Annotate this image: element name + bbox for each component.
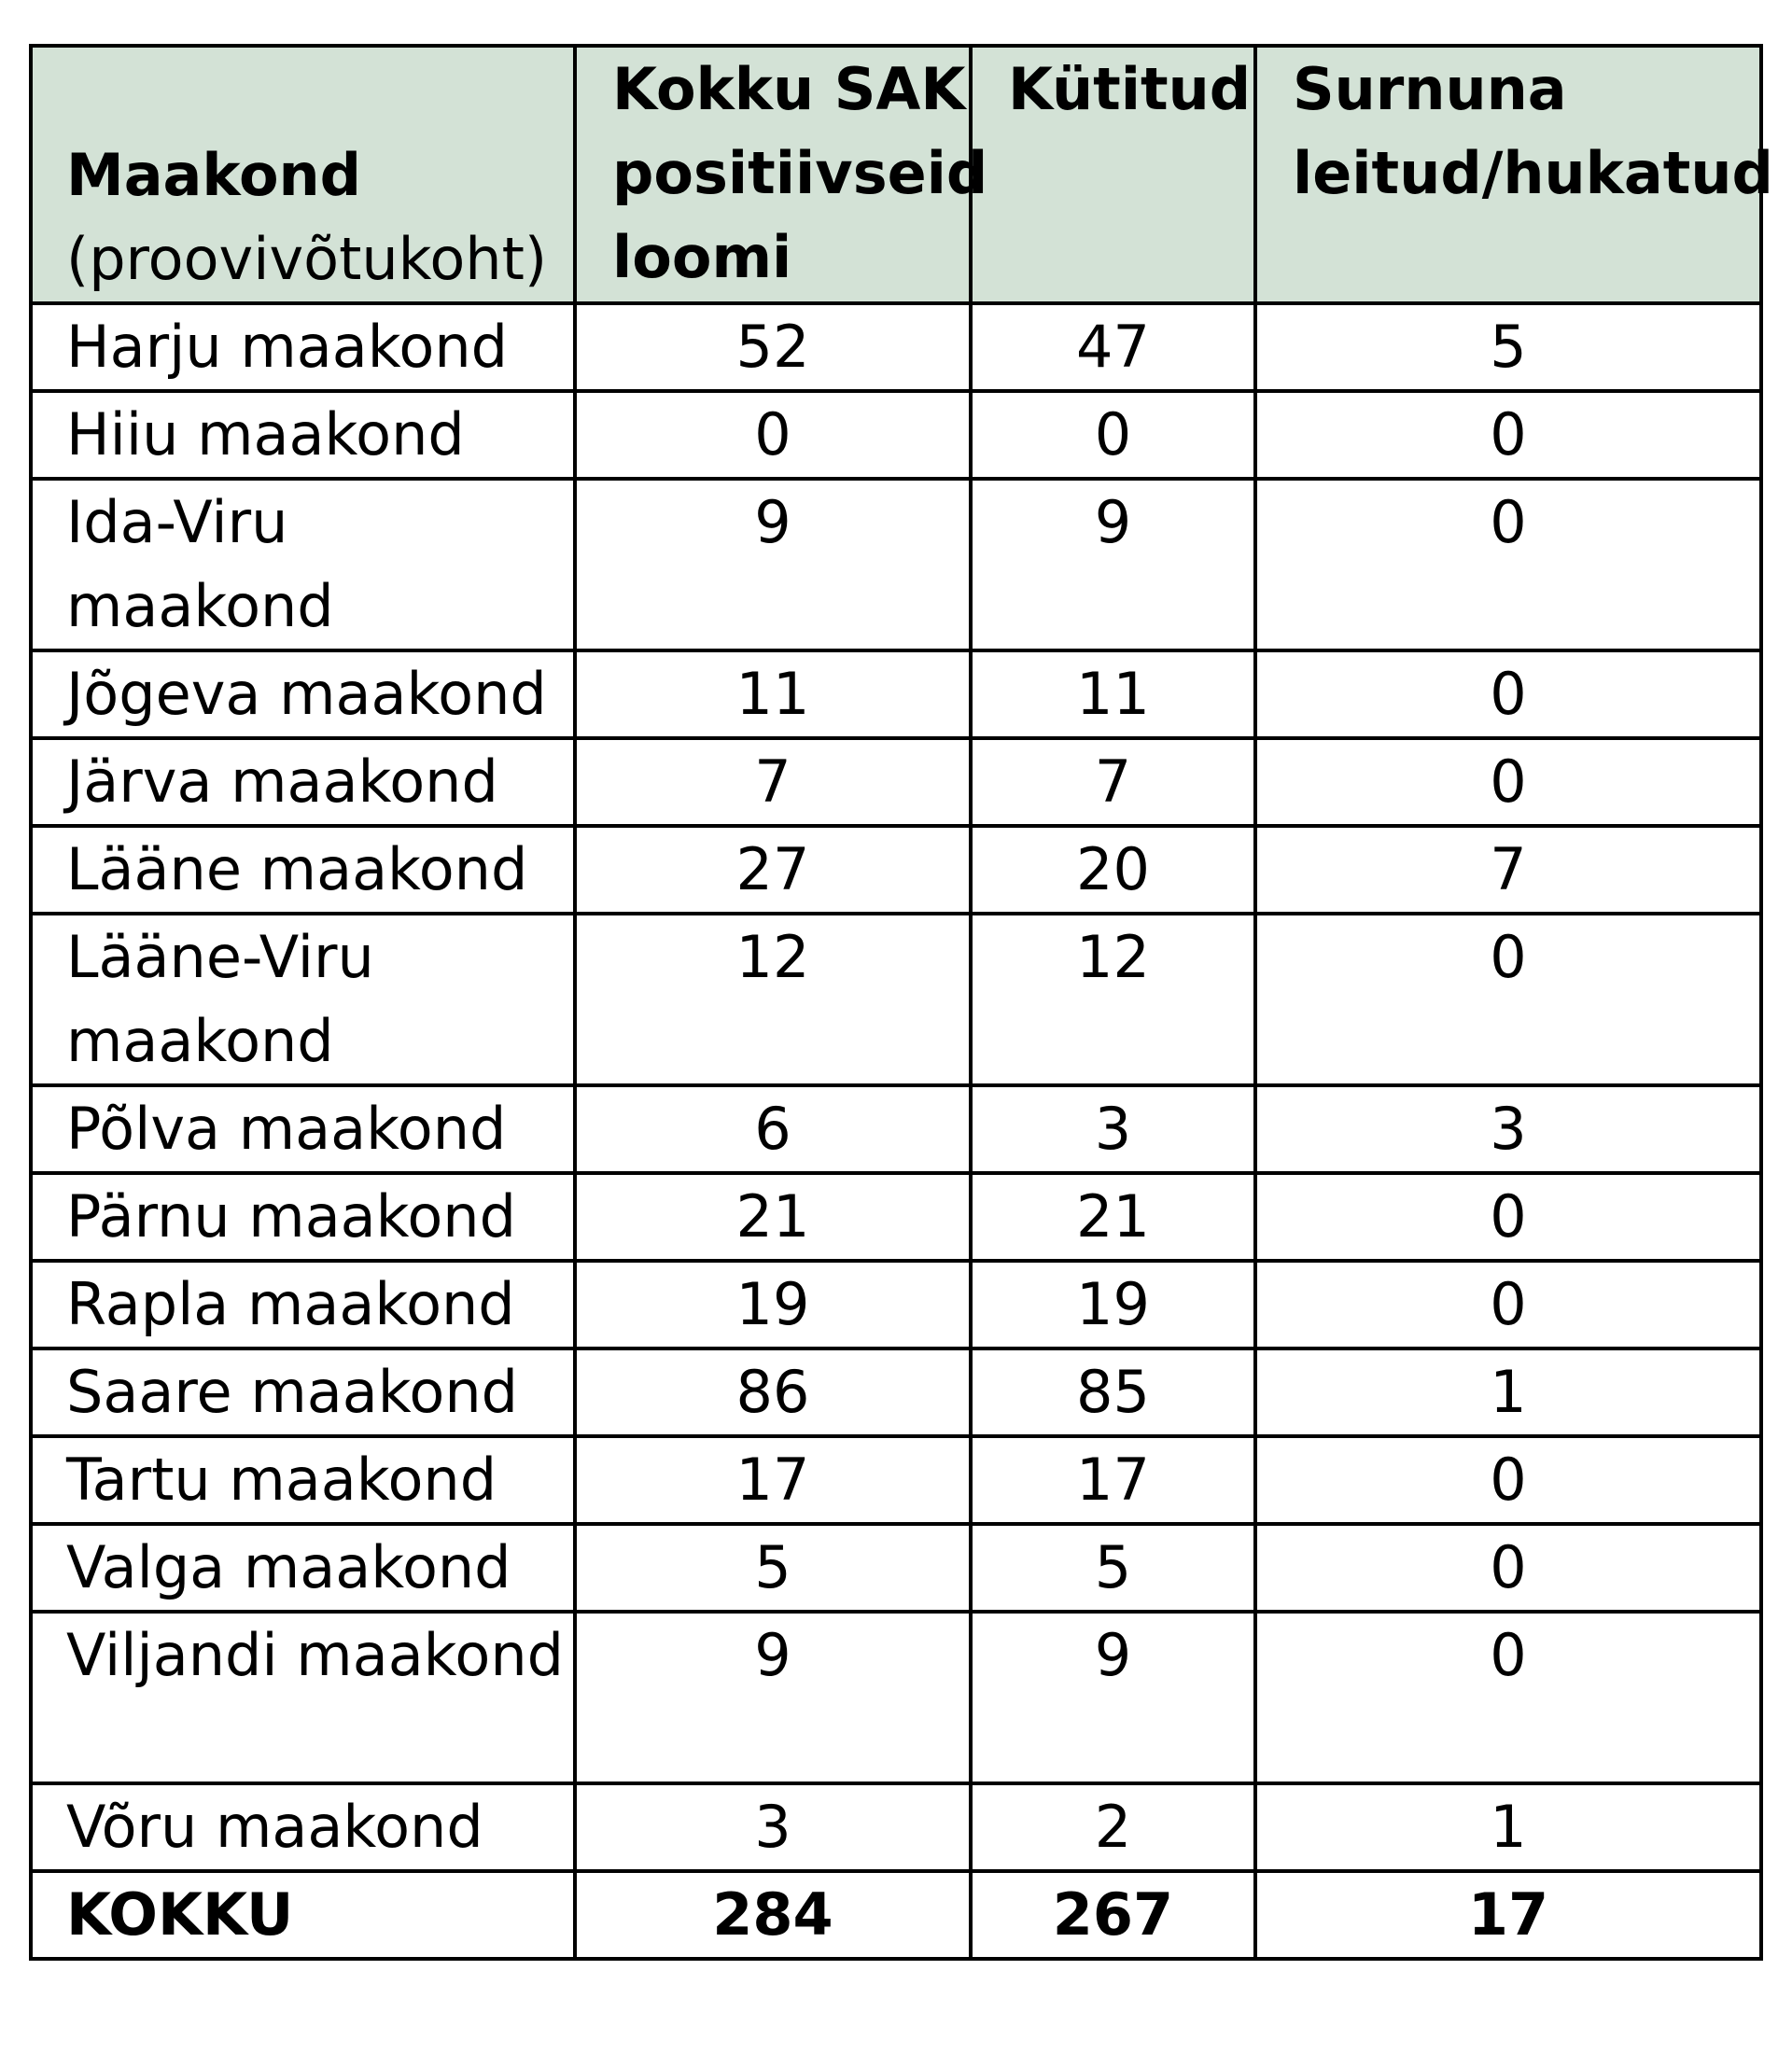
found-dead-cell: 0 [1255,1612,1761,1783]
found-dead-cell: 0 [1255,1436,1761,1524]
total-county-cell: KOKKU [31,1871,575,1959]
county-cell: Rapla maakond [31,1261,575,1348]
hunted-cell: 2 [971,1783,1255,1871]
found-dead-cell: 0 [1255,1524,1761,1612]
header-county-title: Maakond [66,141,362,209]
found-dead-cell: 1 [1255,1348,1761,1436]
hunted-cell: 12 [971,914,1255,1085]
table-row [31,479,1761,650]
table-row [31,1524,1761,1612]
found-dead-cell: 0 [1255,391,1761,479]
table-row [31,391,1761,479]
county-cell: Põlva maakond [31,1085,575,1173]
total-cell: 9 [575,479,971,650]
hunted-cell: 11 [971,650,1255,738]
county-cell: Pärnu maakond [31,1173,575,1261]
total-hunted-cell: 267 [971,1871,1255,1959]
found-dead-cell: 0 [1255,479,1761,650]
total-cell: 9 [575,1612,971,1783]
hunted-cell: 19 [971,1261,1255,1348]
total-cell: 86 [575,1348,971,1436]
found-dead-cell: 3 [1255,1085,1761,1173]
total-cell: 11 [575,650,971,738]
total-cell: 6 [575,1085,971,1173]
total-cell: 0 [575,391,971,479]
table-row [31,914,1761,1085]
total-cell: 3 [575,1783,971,1871]
county-cell: Harju maakond [31,303,575,391]
table-row [31,738,1761,826]
hunted-cell: 9 [971,1612,1255,1783]
total-cell: 19 [575,1261,971,1348]
total-cell: 27 [575,826,971,914]
found-dead-cell: 0 [1255,1173,1761,1261]
found-dead-cell: 0 [1255,914,1761,1085]
total-cell: 5 [575,1524,971,1612]
total-cell: 12 [575,914,971,1085]
county-cell: Jõgeva maakond [31,650,575,738]
table-row [31,1612,1761,1783]
table-row [31,1436,1761,1524]
table-row [31,1173,1761,1261]
header-total-positive: Kokku SAK positiivseid loomi [575,46,971,303]
hunted-cell: 9 [971,479,1255,650]
found-dead-cell: 0 [1255,738,1761,826]
table-row [31,650,1761,738]
county-cell: Hiiu maakond [31,391,575,479]
county-cell: Ida-Viru maakond [31,479,575,650]
found-dead-cell: 7 [1255,826,1761,914]
header-found-dead: Surnuna leitud/hukatud [1255,46,1761,303]
county-cell: Viljandi maakond [31,1612,575,1783]
found-dead-cell: 0 [1255,650,1761,738]
hunted-cell: 17 [971,1436,1255,1524]
hunted-cell: 20 [971,826,1255,914]
total-total-cell: 284 [575,1871,971,1959]
found-dead-cell: 0 [1255,1261,1761,1348]
table-row [31,1783,1761,1871]
hunted-cell: 5 [971,1524,1255,1612]
header-hunted: Kütitud [971,46,1255,303]
total-found-dead-cell: 17 [1255,1871,1761,1959]
county-cell: Lääne-Viru maakond [31,914,575,1085]
county-cell: Valga maakond [31,1524,575,1612]
county-cell: Järva maakond [31,738,575,826]
total-cell: 17 [575,1436,971,1524]
total-cell: 21 [575,1173,971,1261]
found-dead-cell: 1 [1255,1783,1761,1871]
found-dead-cell: 5 [1255,303,1761,391]
hunted-cell: 7 [971,738,1255,826]
county-cell: Saare maakond [31,1348,575,1436]
sak-positive-animals-table [29,44,1773,1961]
total-cell: 52 [575,303,971,391]
hunted-cell: 21 [971,1173,1255,1261]
table-row [31,826,1761,914]
table-row [31,1348,1761,1436]
header-row [31,46,1761,303]
total-row [31,1871,1761,1959]
hunted-cell: 3 [971,1085,1255,1173]
total-cell: 7 [575,738,971,826]
county-cell: Tartu maakond [31,1436,575,1524]
table-row [31,1261,1761,1348]
table-header [31,46,1773,303]
header-county [31,46,575,303]
data-table-container [29,44,1773,1961]
hunted-cell: 85 [971,1348,1255,1436]
header-county-subtitle: (proovivõtukoht) [66,225,548,293]
table-row [31,303,1761,391]
hunted-cell: 47 [971,303,1255,391]
hunted-cell: 0 [971,391,1255,479]
county-cell: Võru maakond [31,1783,575,1871]
table-row [31,1085,1761,1173]
table-body [31,303,1761,1959]
county-cell: Lääne maakond [31,826,575,914]
